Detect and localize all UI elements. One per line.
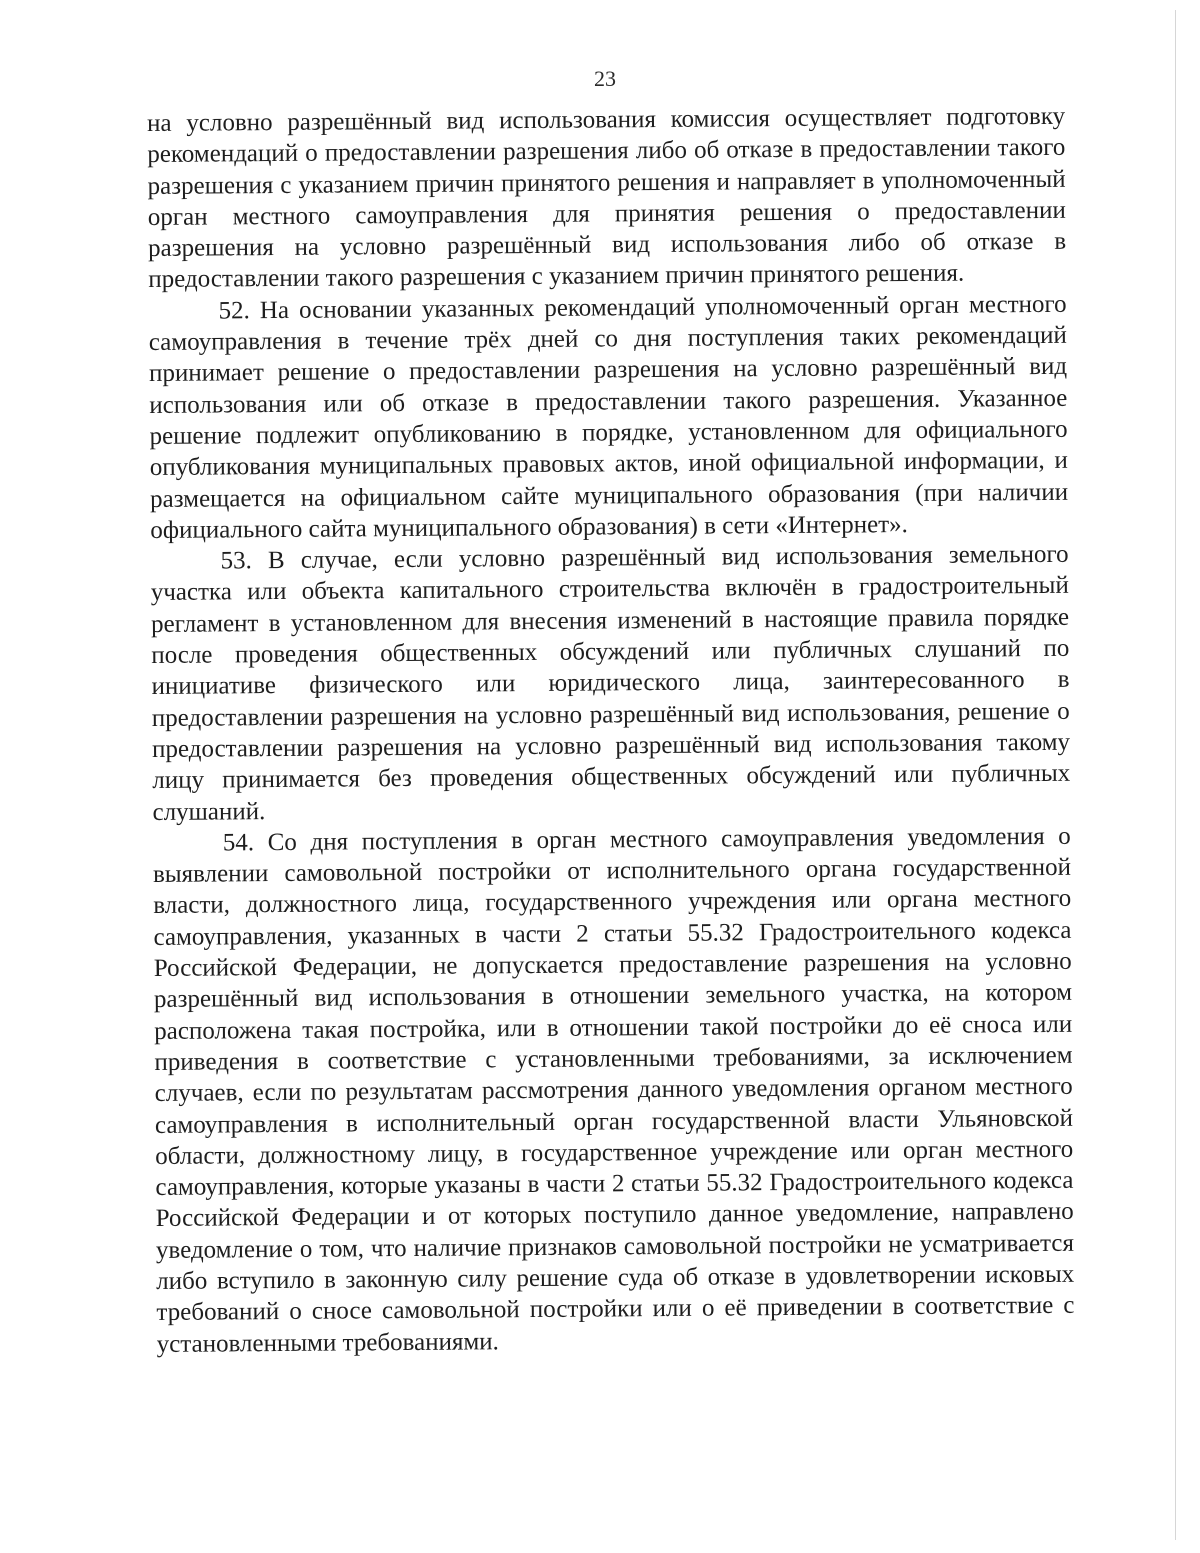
paragraph-number: 52. xyxy=(218,296,250,325)
page-number: 23 xyxy=(594,66,616,91)
paragraph-53 xyxy=(150,539,1070,828)
paragraph-continuation xyxy=(147,101,1066,296)
paragraph-text: на условно разрешённый вид использования комиссия осуществляет подготовку рекомендаций о предоставлении разрешения либо об отказе в предоставлении такого разрешения с указанием причин принятого решения и направляет в уполномоченный орган местного самоуправления для принятия решения о предоставлении разрешения на условно разрешённый вид использования либо об отказе в предоставлении такого разрешения с указанием причин принятого решения. xyxy=(147,102,1067,294)
document-body xyxy=(147,101,1075,1360)
paragraph-52 xyxy=(148,289,1068,547)
paragraph-text: В случае, если условно разрешённый вид использования земельного участка или объекта капитального строительства включён в градостроительный регламент в установленном для внесения изменений в настоящие правила порядке после проведения общественных обсуждений или публичных слушаний по инициативе физического или юридического лица, заинтересованного в предоставлении разрешения на условно разрешённый вид использования, решение о предоставлении разрешения на условно разрешённый вид использования такому лицу принимается без проведения общественных обсуждений или публичных слушаний. xyxy=(150,540,1071,826)
scan-edge-line xyxy=(1175,10,1176,1540)
paragraph-number: 54. xyxy=(222,829,255,857)
paragraph-number: 53. xyxy=(220,547,252,575)
paragraph-54 xyxy=(153,821,1075,1360)
paragraph-text: На основании указанных рекомендаций уполномоченный орган местного самоуправления в течение трёх дней со дня поступления таких рекомендаций принимает решение о предоставлении разрешения на условно разрешённый вид использования или об отказе в предоставлении такого разрешения. Указанное решение подлежит опубликованию в порядке, установленном для официального опубликования муниципальных правовых актов, иной официальной информации, и размещается на официальном сайте муниципального образования (при наличии официального сайта муниципального образования) в сети «Интернет». xyxy=(148,290,1069,544)
paragraph-text: Со дня поступления в орган местного самоуправления уведомления о выявлении самовольной постройки от исполнительного органа государственной власти, должностного лица, государственного учреждения или органа местного самоуправления, указанных в части 2 статьи 55.32 Градостроительного кодекса Российской Федерации, не допускается предоставление разрешения на условно разрешённый вид использования в отношении земельного участка, на котором расположена такая постройка, или в отношении такой постройки до её сноса или приведения в соответствие с установленными требованиями, за исключением случаев, если по результатам рассмотрения данного уведомления органом местного самоуправления в исполнительный орган государственной власти Ульяновской области, должностному лицу, в государственное учреждение или орган местного самоуправления, которые указаны в части 2 статьи 55.32 Градостроительного кодекса Российской Федерации и от которых поступило данное уведомление, направлено уведомление о том, что наличие признаков самовольной постройки не усматривается либо вступило в законную силу решение суда об отказе в удовлетворении исковых требований о сносе самовольной постройки или о её приведении в соответствие с установленными требованиями. xyxy=(152,822,1075,1358)
